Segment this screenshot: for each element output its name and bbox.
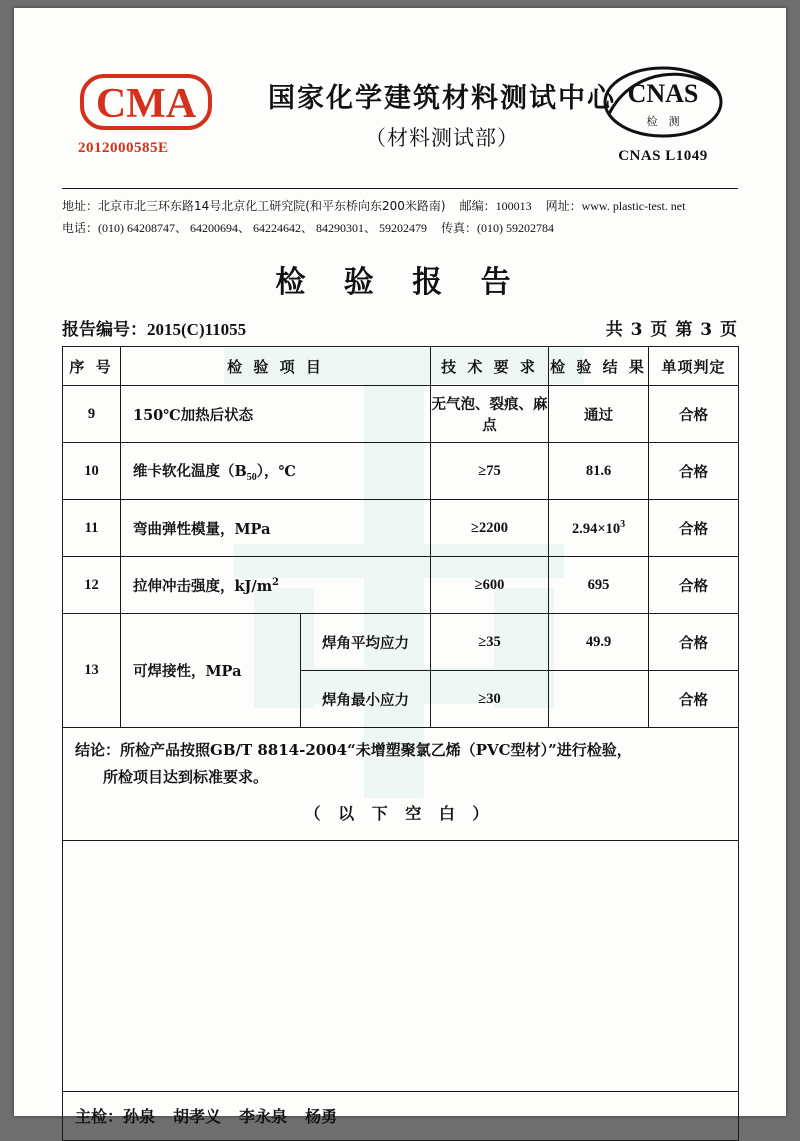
svg-text:CNAS: CNAS <box>627 79 699 108</box>
header-no: 序 号 <box>63 347 121 386</box>
organization-title: 国家化学建筑材料测试中心 <box>268 83 616 114</box>
conclusion-line-1: 所检产品按照GB/T 8814-2004“未增塑聚氯乙烯（PVC型材）”进行检验， <box>120 741 632 760</box>
row-verdict: 合格 <box>649 557 739 614</box>
row-subitem-label: 焊角平均应力 <box>301 614 431 671</box>
row-subitem-label: 焊角最小应力 <box>301 671 431 728</box>
fax-value: (010) 59202784 <box>477 221 555 236</box>
address-value: 北京市北三环东路14号北京化工研究院(和平东桥向东200米路南) <box>98 199 446 213</box>
row-item: 弯曲弹性模量，MPa <box>121 500 431 557</box>
signature-row <box>63 1091 739 1140</box>
table-row <box>63 386 739 443</box>
row-result: 81.6 <box>549 443 649 500</box>
row-verdict: 合格 <box>649 671 739 728</box>
table-row <box>63 614 739 671</box>
row-item-exponent: 2 <box>272 577 280 589</box>
fax-label: 传真： <box>441 221 478 236</box>
row-requirement: 无气泡、裂痕、麻点 <box>431 386 549 443</box>
header-item: 检 验 项 目 <box>121 347 431 386</box>
conclusion-line-2: 所检项目达到标准要求。 <box>103 767 269 786</box>
row-item-main: 拉伸冲击强度，kJ/m <box>133 577 273 595</box>
row-verdict: 合格 <box>649 386 739 443</box>
table-row <box>63 443 739 500</box>
header-verdict: 单项判定 <box>649 347 739 386</box>
row-result-main: 2.94×10 <box>571 520 621 537</box>
row-no: 13 <box>63 614 121 728</box>
header-requirement: 技 术 要 求 <box>431 347 549 386</box>
zip-label: 邮编： <box>459 199 496 213</box>
blank-note: （ 以 下 空 白 ） <box>304 803 495 823</box>
address-line-1 <box>62 195 738 217</box>
cma-logo-icon <box>80 72 212 134</box>
address-line-2 <box>62 217 738 239</box>
header-result: 检 验 结 果 <box>549 347 649 386</box>
row-item: 150℃加热后状态 <box>121 386 431 443</box>
row-result: 通过 <box>549 386 649 443</box>
row-requirement: ≥600 <box>431 557 549 614</box>
conclusion-row <box>63 728 739 841</box>
row-result: 49.9 <box>549 614 649 671</box>
row-verdict: 合格 <box>649 614 739 671</box>
web-label: 网址： <box>545 199 582 213</box>
row-item: 可焊接性，MPa <box>121 614 301 728</box>
report-title: 检 验 报 告 <box>275 265 525 301</box>
report-number <box>62 315 246 340</box>
svg-text:检 测: 检 测 <box>646 115 680 128</box>
row-result <box>549 500 649 557</box>
signature-name: 胡孝义 <box>173 1107 222 1127</box>
signature-cell <box>63 1091 739 1140</box>
blank-area <box>63 840 739 1091</box>
cnas-logo-icon <box>593 62 733 142</box>
cnas-accreditation-number: CNAS L1049 <box>618 148 708 164</box>
row-no: 11 <box>63 500 121 557</box>
svg-text:CMA: CMA <box>95 81 197 127</box>
table-header-row <box>63 347 739 386</box>
table-row <box>63 557 739 614</box>
signature-label: 主检： <box>75 1107 124 1127</box>
organization-subtitle: （材料测试部） <box>365 126 519 150</box>
page-indicator: 共 3 页 第 3 页 <box>605 320 738 341</box>
row-item <box>121 443 431 500</box>
table-row <box>63 500 739 557</box>
row-item-sub: 50 <box>246 471 257 483</box>
address-block <box>62 188 738 239</box>
phone-value: (010) 64208747、 64200694、 64224642、 84290301、 59202479 <box>98 221 428 236</box>
row-verdict: 合格 <box>649 443 739 500</box>
row-requirement: ≥35 <box>431 614 549 671</box>
row-item-main: 维卡软化温度（B <box>133 462 247 480</box>
row-requirement: ≥75 <box>431 443 549 500</box>
signature-name: 杨勇 <box>305 1107 338 1127</box>
conclusion-cell <box>63 728 739 841</box>
row-item-tail: ），℃ <box>256 462 296 480</box>
web-value: www. plastic-test. net <box>581 199 686 213</box>
cma-certificate-number: 2012000585E <box>78 140 169 156</box>
cnas-block <box>588 62 738 165</box>
row-verdict: 合格 <box>649 500 739 557</box>
row-result-exponent: 3 <box>620 518 626 530</box>
signature-name: 李永泉 <box>239 1107 288 1127</box>
row-result: 695 <box>549 557 649 614</box>
inspection-table <box>62 346 739 1141</box>
phone-label: 电话： <box>62 221 99 236</box>
row-result <box>549 671 649 728</box>
row-no: 10 <box>63 443 121 500</box>
report-page <box>14 8 786 1127</box>
signature-name: 孙泉 <box>123 1107 156 1127</box>
zip-value: 100013 <box>495 199 532 213</box>
row-item <box>121 557 431 614</box>
row-requirement: ≥2200 <box>431 500 549 557</box>
row-no: 12 <box>63 557 121 614</box>
blank-area-row <box>63 840 739 1091</box>
row-requirement: ≥30 <box>431 671 549 728</box>
row-no: 9 <box>63 386 121 443</box>
document-header <box>62 60 738 178</box>
conclusion-label: 结论： <box>75 741 121 760</box>
address-label: 地址： <box>62 199 99 213</box>
report-meta <box>62 315 738 340</box>
report-number-label: 报告编号： <box>62 320 147 341</box>
report-number-value: 2015(C)11055 <box>147 320 247 340</box>
